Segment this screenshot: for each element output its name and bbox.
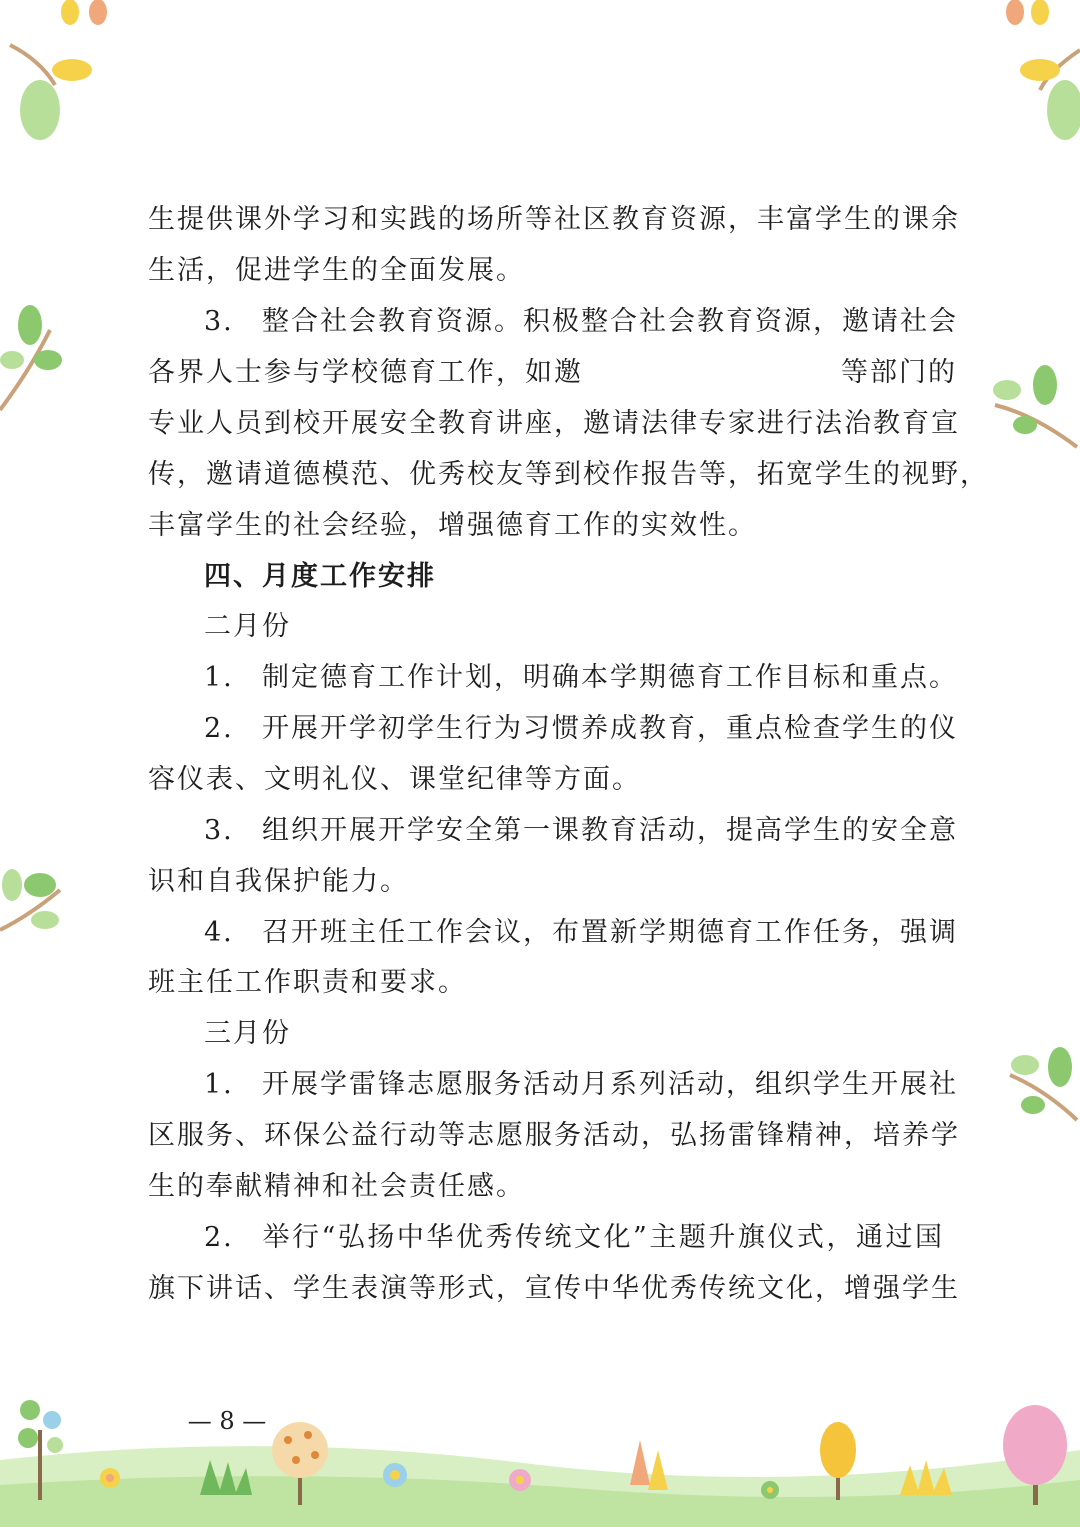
leaf-icon [1006,0,1024,25]
leaf-icon [34,350,62,370]
document-body [148,0,989,1527]
leaf-icon [61,0,79,25]
month-label: 三月份 [204,1018,291,1049]
text-segment: 各界人士参与学校德育工作，如邀 [148,357,583,388]
text-line: 举行“弘扬中华优秀传统文化”主题升旗仪式，通过国 [262,1222,944,1253]
text-line: 整合社会教育资源。积极整合社会教育资源，邀请社会 [262,306,958,337]
leaf-icon [1047,80,1080,140]
leaf-icon [1033,365,1057,405]
leaf-icon [1020,59,1060,81]
leaf-icon [1021,1096,1045,1114]
text-line: 区服务、环保公益行动等志愿服务活动，弘扬雷锋精神，培养学 [148,1120,960,1151]
left-branch-decoration [0,300,70,420]
section-heading: 四、月度工作安排 [204,561,436,592]
list-number: 4. [204,917,234,948]
flower-icon [100,1468,120,1488]
text-segment: 等部门的 [841,357,957,388]
list-item [148,709,958,749]
text-line: 班主任工作职责和要求。 [148,967,467,998]
month-label: 二月份 [204,611,291,642]
text-line: 开展学雷锋志愿服务活动月系列活动，组织学生开展社 [262,1069,958,1100]
text-line: 识和自我保护能力。 [148,866,409,897]
leaf-icon [1013,416,1037,434]
text-line: 制定德育工作计划，明确本学期德育工作目标和重点。 [262,662,958,693]
right-branch-decoration-2 [1005,1045,1080,1125]
text-line-with-gap [148,353,957,393]
left-branch-decoration-2 [0,860,70,940]
list-number: 1. [204,662,234,693]
list-number: 2. [204,713,234,744]
right-branch-decoration [985,355,1080,455]
list-item [148,913,958,953]
text-line: 传，邀请道德模范、优秀校友等到校作报告等，拓宽学生的视野， [148,459,989,490]
text-line: 开展开学初学生行为习惯养成教育，重点检查学生的仪 [262,713,958,744]
leaf-icon [24,873,56,897]
top-left-branch-decoration [0,0,140,150]
list-number: 3. [204,306,234,337]
leaf-icon [993,380,1021,400]
list-item [148,302,958,342]
leaf-icon [1031,0,1049,25]
text-line: 容仪表、文明礼仪、课堂纪律等方面。 [148,764,641,795]
list-number: 3. [204,815,234,846]
leaf-icon [2,869,22,901]
list-item [148,1218,944,1258]
list-item [148,1065,958,1105]
text-line: 召开班主任工作会议，布置新学期德育工作任务，强调 [262,917,958,948]
leaf-icon [1011,1055,1039,1075]
list-item [148,658,958,698]
list-number: 1. [204,1069,234,1100]
list-number: 2. [204,1222,234,1253]
leaf-icon [89,0,107,25]
text-line: 生活，促进学生的全面发展。 [148,255,525,286]
text-line: 丰富学生的社会经验，增强德育工作的实效性。 [148,510,757,541]
leaf-icon [31,911,59,929]
text-line: 生的奉献精神和社会责任感。 [148,1171,525,1202]
top-right-branch-decoration [980,0,1080,150]
text-line: 旗下讲话、学生表演等形式，宣传中华优秀传统文化，增强学生 [148,1273,960,1304]
leaf-icon [20,80,60,140]
leaf-icon [52,59,92,81]
list-item [148,811,958,851]
leaf-icon [1048,1047,1072,1087]
text-line: 专业人员到校开展安全教育讲座，邀请法律专家进行法治教育宣 [148,408,960,439]
leaf-icon [0,351,24,369]
page-number: — 8 — [187,1407,267,1435]
text-line: 生提供课外学习和实践的场所等社区教育资源，丰富学生的课余 [148,204,960,235]
text-line: 组织开展开学安全第一课教育活动，提高学生的安全意 [262,815,958,846]
leaf-icon [18,305,42,345]
